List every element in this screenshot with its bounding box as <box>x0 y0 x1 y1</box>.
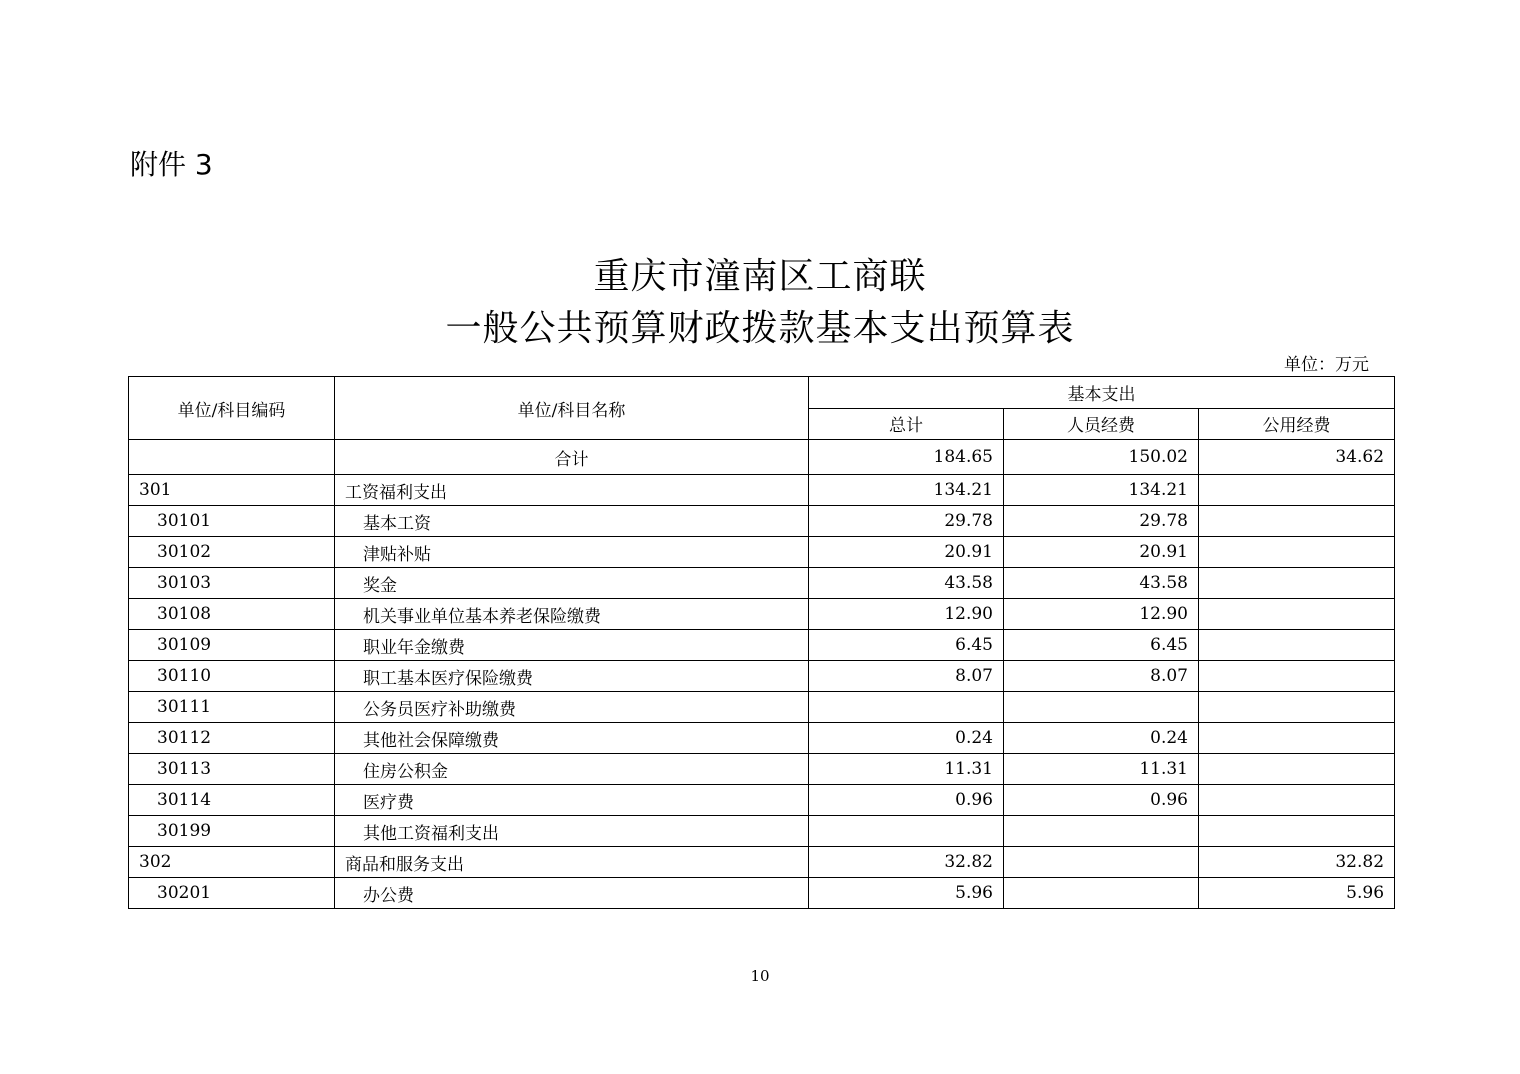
row-name: 工资福利支出 <box>335 475 809 506</box>
summary-label: 合计 <box>335 440 809 475</box>
table-row <box>129 599 1395 630</box>
table-row <box>129 568 1395 599</box>
row-code: 30112 <box>129 723 335 754</box>
page-subtitle: 一般公共预算财政拨款基本支出预算表 <box>445 308 1075 349</box>
row-public <box>1199 816 1395 847</box>
row-total: 20.91 <box>809 537 1004 568</box>
table-row <box>129 475 1395 506</box>
row-personnel: 6.45 <box>1004 630 1199 661</box>
row-personnel <box>1004 692 1199 723</box>
row-public: 5.96 <box>1199 878 1395 909</box>
row-total: 29.78 <box>809 506 1004 537</box>
row-name: 职业年金缴费 <box>335 630 809 661</box>
row-code: 30111 <box>129 692 335 723</box>
row-personnel: 29.78 <box>1004 506 1199 537</box>
row-code: 302 <box>129 847 335 878</box>
row-personnel: 8.07 <box>1004 661 1199 692</box>
header-basic-expenditure: 基本支出 <box>809 377 1395 409</box>
row-personnel: 43.58 <box>1004 568 1199 599</box>
row-personnel: 0.24 <box>1004 723 1199 754</box>
row-public <box>1199 630 1395 661</box>
row-public: 32.82 <box>1199 847 1395 878</box>
table-row <box>129 816 1395 847</box>
row-name: 其他社会保障缴费 <box>335 723 809 754</box>
row-code: 301 <box>129 475 335 506</box>
row-personnel: 0.96 <box>1004 785 1199 816</box>
row-code: 30102 <box>129 537 335 568</box>
row-name: 住房公积金 <box>335 754 809 785</box>
header-total: 总计 <box>809 408 1004 440</box>
row-total: 12.90 <box>809 599 1004 630</box>
row-personnel: 12.90 <box>1004 599 1199 630</box>
row-public <box>1199 723 1395 754</box>
row-total: 0.24 <box>809 723 1004 754</box>
row-code: 30110 <box>129 661 335 692</box>
row-total: 43.58 <box>809 568 1004 599</box>
row-name: 基本工资 <box>335 506 809 537</box>
table-row <box>129 692 1395 723</box>
row-total: 11.31 <box>809 754 1004 785</box>
row-total: 5.96 <box>809 878 1004 909</box>
row-code: 30199 <box>129 816 335 847</box>
row-public <box>1199 506 1395 537</box>
row-name: 职工基本医疗保险缴费 <box>335 661 809 692</box>
row-public <box>1199 785 1395 816</box>
summary-public: 34.62 <box>1199 440 1395 475</box>
unit-note: 单位：万元 <box>1284 355 1369 375</box>
row-name: 办公费 <box>335 878 809 909</box>
summary-row <box>129 440 1395 475</box>
row-code: 30114 <box>129 785 335 816</box>
table-row <box>129 537 1395 568</box>
row-name: 公务员医疗补助缴费 <box>335 692 809 723</box>
row-total: 8.07 <box>809 661 1004 692</box>
row-code: 30108 <box>129 599 335 630</box>
table-row <box>129 785 1395 816</box>
row-total <box>809 692 1004 723</box>
budget-table <box>128 376 1395 909</box>
row-public <box>1199 692 1395 723</box>
row-personnel <box>1004 878 1199 909</box>
row-public <box>1199 475 1395 506</box>
table-row <box>129 661 1395 692</box>
row-public <box>1199 568 1395 599</box>
row-total: 6.45 <box>809 630 1004 661</box>
row-total: 0.96 <box>809 785 1004 816</box>
header-code: 单位/科目编码 <box>129 377 335 440</box>
page-title: 重庆市潼南区工商联 <box>593 256 927 297</box>
row-public <box>1199 661 1395 692</box>
table-row <box>129 723 1395 754</box>
row-total <box>809 816 1004 847</box>
row-code: 30109 <box>129 630 335 661</box>
row-public <box>1199 537 1395 568</box>
table-row <box>129 630 1395 661</box>
header-public: 公用经费 <box>1199 408 1395 440</box>
summary-total: 184.65 <box>809 440 1004 475</box>
row-personnel: 134.21 <box>1004 475 1199 506</box>
row-total: 32.82 <box>809 847 1004 878</box>
table-row <box>129 506 1395 537</box>
row-code: 30101 <box>129 506 335 537</box>
page-number: 10 <box>750 967 770 985</box>
row-personnel <box>1004 816 1199 847</box>
row-name: 机关事业单位基本养老保险缴费 <box>335 599 809 630</box>
row-code: 30201 <box>129 878 335 909</box>
row-name: 其他工资福利支出 <box>335 816 809 847</box>
summary-code <box>129 440 335 475</box>
header-personnel: 人员经费 <box>1004 408 1199 440</box>
row-code: 30103 <box>129 568 335 599</box>
row-total: 134.21 <box>809 475 1004 506</box>
row-public <box>1199 599 1395 630</box>
row-name: 奖金 <box>335 568 809 599</box>
table-row <box>129 754 1395 785</box>
row-name: 商品和服务支出 <box>335 847 809 878</box>
row-code: 30113 <box>129 754 335 785</box>
row-personnel: 11.31 <box>1004 754 1199 785</box>
summary-personnel: 150.02 <box>1004 440 1199 475</box>
attachment-label: 附件 3 <box>130 148 213 181</box>
table-row <box>129 847 1395 878</box>
row-name: 津贴补贴 <box>335 537 809 568</box>
table-row <box>129 878 1395 909</box>
row-name: 医疗费 <box>335 785 809 816</box>
row-personnel: 20.91 <box>1004 537 1199 568</box>
row-personnel <box>1004 847 1199 878</box>
header-name: 单位/科目名称 <box>335 377 809 440</box>
header-row-1 <box>129 377 1395 409</box>
row-public <box>1199 754 1395 785</box>
